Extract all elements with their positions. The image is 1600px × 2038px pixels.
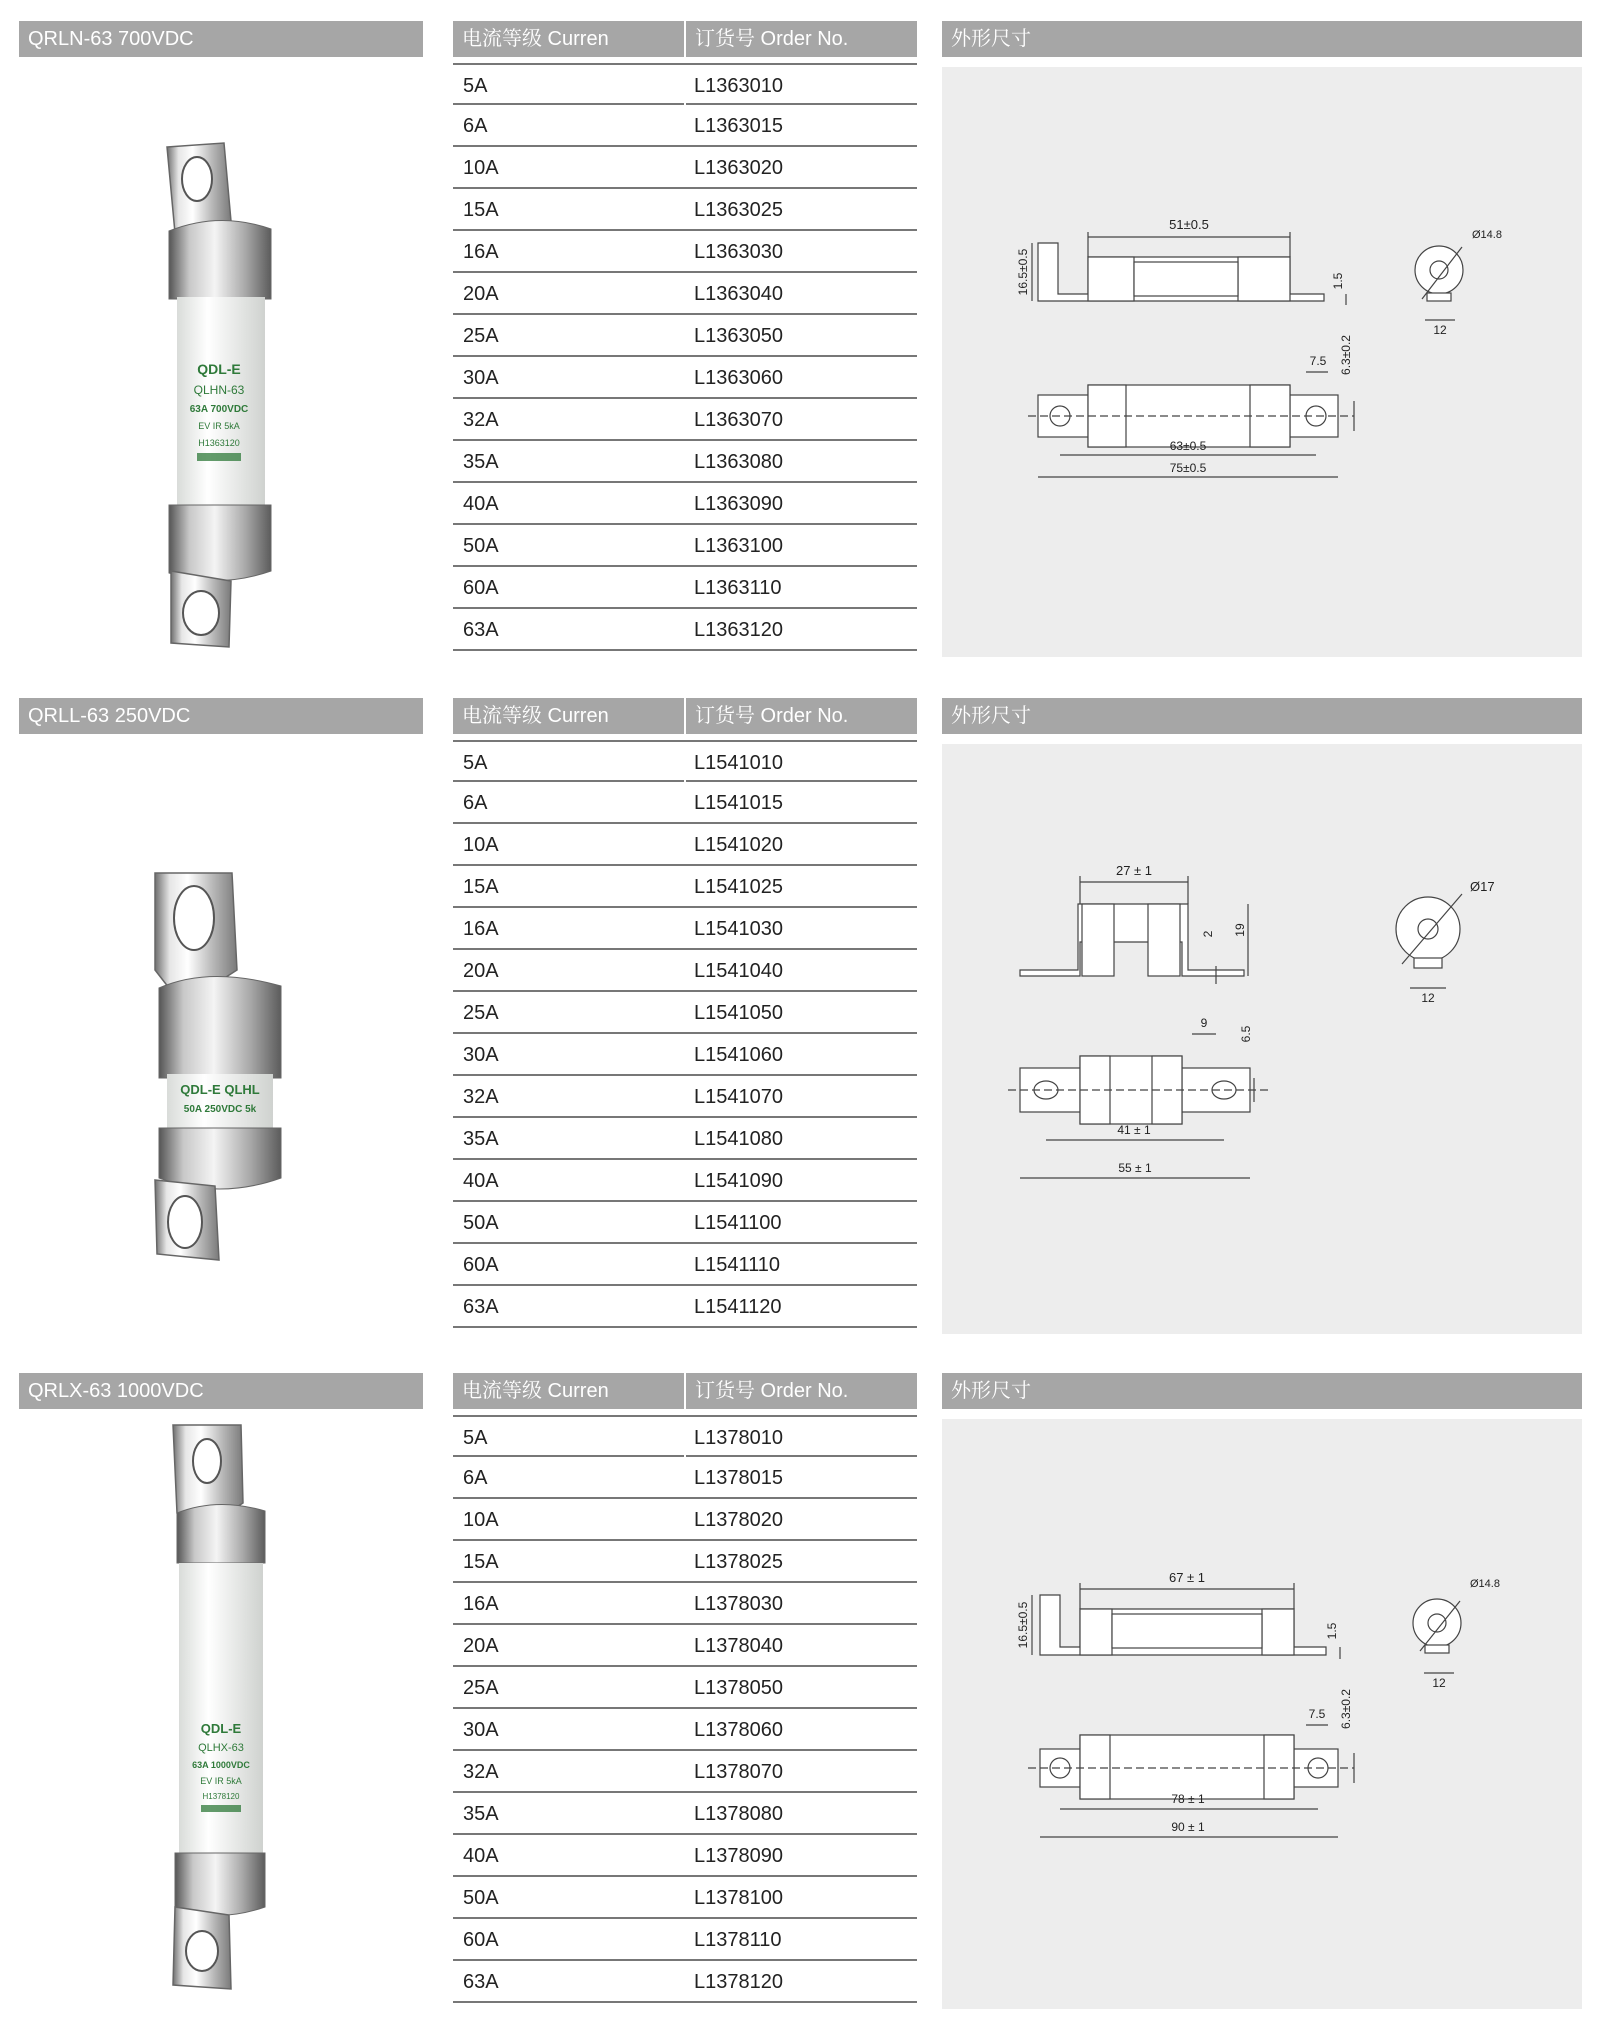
order-number-cell: L1363015 [694,115,783,137]
order-number-cell: L1363020 [694,157,783,179]
column-divider [684,1076,686,1116]
order-number-cell: L1363080 [694,451,783,473]
order-number-cell: L1541050 [694,1002,783,1024]
order-number-cell: L1378020 [694,1509,783,1531]
table-row [453,1160,917,1202]
svg-text:2: 2 [1201,930,1215,938]
svg-text:QLHN-63: QLHN-63 [193,383,245,397]
table-row [453,1961,917,2003]
table-row [453,273,917,315]
order-number-cell: L1378040 [694,1635,783,1657]
current-rating-cell: 10A [463,1509,499,1531]
svg-text:90 ± 1: 90 ± 1 [1171,1820,1205,1834]
current-rating-cell: 15A [463,1551,499,1573]
column-divider [684,1244,686,1284]
column-divider [684,399,686,439]
current-rating-cell: 40A [463,493,499,515]
table-row [453,315,917,357]
column-divider [684,65,686,105]
column-divider [684,315,686,355]
current-rating-cell: 10A [463,157,499,179]
current-rating-cell: 15A [463,876,499,898]
column-divider [684,441,686,481]
column-divider [684,1202,686,1242]
model-header: QRLL-63 250VDC [19,698,423,734]
table-row [453,1244,917,1286]
table-row [453,1541,917,1583]
column-divider [684,1709,686,1749]
table-row [453,147,917,189]
current-rating-cell: 16A [463,241,499,263]
order-table [453,740,917,1328]
current-rating-cell: 5A [463,752,488,774]
column-divider [684,1961,686,2001]
current-rating-header: 电流等级 Curren [453,698,684,734]
order-number-cell: L1541100 [694,1212,782,1234]
order-number-cell: L1378120 [694,1971,783,1993]
table-row [453,483,917,525]
dimensions-header: 外形尺寸 [942,1373,1582,1409]
table-row [453,1202,917,1244]
column-divider [684,1667,686,1707]
current-rating-cell: 16A [463,918,499,940]
svg-text:78 ± 1: 78 ± 1 [1171,1792,1205,1806]
current-rating-cell: 50A [463,1212,499,1234]
order-number-cell: L1378090 [694,1845,783,1867]
dimensions-header: 外形尺寸 [942,698,1582,734]
order-number-cell: L1363120 [694,619,783,641]
column-divider [684,357,686,397]
current-rating-cell: 63A [463,1971,499,1993]
dimension-drawing [942,744,1582,1334]
table-row [453,1034,917,1076]
order-number-cell: L1378110 [694,1929,782,1951]
svg-text:6.3±0.2: 6.3±0.2 [1339,335,1353,375]
order-number-cell: L1378060 [694,1719,783,1741]
column-divider [684,273,686,313]
order-number-cell: L1363050 [694,325,783,347]
model-header: QRLN-63 700VDC [19,21,423,57]
current-rating-cell: 5A [463,75,488,97]
dimension-drawing [942,1419,1582,2009]
column-divider [684,525,686,565]
svg-text:1.5: 1.5 [1331,272,1345,290]
current-rating-cell: 25A [463,1002,499,1024]
current-rating-cell: 6A [463,115,488,137]
svg-text:55 ± 1: 55 ± 1 [1118,1161,1152,1175]
table-row [453,567,917,609]
order-number-cell: L1378030 [694,1593,783,1615]
product-section-qrlx [0,1373,1600,2013]
table-row [453,63,917,105]
table-row [453,525,917,567]
current-rating-cell: 25A [463,325,499,347]
current-rating-header: 电流等级 Curren [453,21,684,57]
order-number-cell: L1363090 [694,493,783,515]
column-divider [684,742,686,782]
table-row [453,231,917,273]
table-row [453,105,917,147]
order-number-cell: L1378100 [694,1887,783,1909]
column-divider [684,1793,686,1833]
table-row [453,1751,917,1793]
order-number-cell: L1541110 [694,1254,781,1276]
current-rating-cell: 60A [463,1254,499,1276]
svg-text:50A 250VDC 5k: 50A 250VDC 5k [183,1104,257,1115]
column-divider [684,1118,686,1158]
table-row [453,1457,917,1499]
table-row [453,189,917,231]
order-number-cell: L1378080 [694,1803,783,1825]
current-rating-cell: 25A [463,1677,499,1699]
svg-text:12: 12 [1433,323,1447,337]
order-number-cell: L1363060 [694,367,783,389]
svg-text:EV IR 5kA: EV IR 5kA [198,421,240,431]
column-divider [684,1625,686,1665]
svg-text:Ø14.8: Ø14.8 [1470,1578,1500,1590]
current-rating-cell: 60A [463,577,499,599]
svg-text:16.5±0.5: 16.5±0.5 [1016,248,1030,296]
table-row [453,1118,917,1160]
column-divider [684,1457,686,1497]
current-rating-cell: 10A [463,834,499,856]
product-section-qrll [0,698,1600,1338]
column-divider [684,1835,686,1875]
order-number-cell: L1378025 [694,1551,783,1573]
column-divider [684,1499,686,1539]
column-divider [684,782,686,822]
current-rating-cell: 6A [463,792,488,814]
current-rating-cell: 40A [463,1170,499,1192]
order-number-cell: L1378010 [694,1427,783,1449]
table-row [453,908,917,950]
table-row [453,1499,917,1541]
order-number-cell: L1363030 [694,241,783,263]
table-row [453,1286,917,1328]
current-rating-cell: 15A [463,199,499,221]
table-row [453,950,917,992]
current-rating-cell: 35A [463,1128,499,1150]
current-rating-cell: 35A [463,1803,499,1825]
order-number-cell: L1541020 [694,834,783,856]
svg-text:Ø17: Ø17 [1470,879,1495,894]
order-number-cell: L1541040 [694,960,783,982]
column-divider [684,1160,686,1200]
column-divider [684,147,686,187]
svg-text:41 ± 1: 41 ± 1 [1117,1123,1151,1137]
order-number-cell: L1363100 [694,535,783,557]
order-number-cell: L1541120 [694,1296,782,1318]
svg-text:16.5±0.5: 16.5±0.5 [1016,1601,1030,1649]
current-rating-cell: 40A [463,1845,499,1867]
product-section-qrln [0,21,1600,661]
fuse-brand: QDL-E [200,1721,242,1736]
svg-text:51±0.5: 51±0.5 [1169,217,1209,232]
svg-text:Ø14.8: Ø14.8 [1472,229,1502,241]
column-divider [684,824,686,864]
order-number-cell: L1541090 [694,1170,783,1192]
current-rating-cell: 50A [463,1887,499,1909]
order-number-cell: L1363070 [694,409,783,431]
current-rating-header: 电流等级 Curren [453,1373,684,1409]
column-divider [684,609,686,649]
svg-text:6.3±0.2: 6.3±0.2 [1339,1689,1353,1729]
order-number-header: 订货号 Order No. [686,698,917,734]
svg-text:27 ± 1: 27 ± 1 [1115,863,1153,878]
svg-text:63±0.5: 63±0.5 [1169,439,1207,453]
current-rating-cell: 63A [463,619,499,641]
current-rating-cell: 30A [463,1719,499,1741]
table-row [453,1919,917,1961]
current-rating-cell: 30A [463,367,499,389]
column-divider [684,1751,686,1791]
table-row [453,1625,917,1667]
current-rating-cell: 35A [463,451,499,473]
table-row [453,1877,917,1919]
order-number-cell: L1363010 [694,75,783,97]
column-divider [684,1583,686,1623]
table-row [453,357,917,399]
column-divider [684,567,686,607]
column-divider [684,189,686,229]
svg-text:7.5: 7.5 [1308,1707,1326,1721]
column-divider [684,105,686,145]
current-rating-cell: 5A [463,1427,488,1449]
order-number-header: 订货号 Order No. [686,21,917,57]
current-rating-cell: 50A [463,535,499,557]
table-row [453,740,917,782]
table-row [453,1835,917,1877]
svg-text:QLHX-63: QLHX-63 [198,1742,244,1754]
table-row [453,1076,917,1118]
column-divider [684,483,686,523]
column-divider [684,1286,686,1326]
fuse-photo [19,1413,423,2033]
svg-text:H1378120: H1378120 [202,1792,240,1801]
order-table [453,1415,917,2003]
column-divider [684,1919,686,1959]
column-divider [684,1034,686,1074]
svg-text:63A 700VDC: 63A 700VDC [189,404,249,415]
order-number-cell: L1541060 [694,1044,783,1066]
order-number-header: 订货号 Order No. [686,1373,917,1409]
current-rating-cell: 6A [463,1467,488,1489]
order-number-cell: L1363025 [694,199,783,221]
table-row [453,441,917,483]
table-row [453,1667,917,1709]
order-number-cell: L1378050 [694,1677,783,1699]
order-number-cell: L1541010 [694,752,783,774]
table-row [453,1583,917,1625]
svg-text:67 ± 1: 67 ± 1 [1168,1570,1206,1585]
order-number-cell: L1363040 [694,283,783,305]
current-rating-cell: 63A [463,1296,499,1318]
order-table [453,63,917,651]
column-divider [684,231,686,271]
table-row [453,399,917,441]
order-number-cell: L1378070 [694,1761,783,1783]
svg-text:75±0.5: 75±0.5 [1169,461,1207,475]
svg-text:63A 1000VDC: 63A 1000VDC [192,1760,250,1770]
svg-text:6.5: 6.5 [1239,1025,1253,1043]
order-number-cell: L1541030 [694,918,783,940]
table-row [453,782,917,824]
svg-text:7.5: 7.5 [1309,354,1327,368]
current-rating-cell: 20A [463,1635,499,1657]
order-number-cell: L1541080 [694,1128,783,1150]
svg-text:12: 12 [1421,991,1435,1005]
dimensions-header: 外形尺寸 [942,21,1582,57]
order-number-cell: L1541070 [694,1086,783,1108]
current-rating-cell: 20A [463,283,499,305]
svg-text:12: 12 [1432,1676,1446,1690]
table-row [453,1709,917,1751]
model-header: QRLX-63 1000VDC [19,1373,423,1409]
column-divider [684,992,686,1032]
current-rating-cell: 32A [463,1761,499,1783]
current-rating-cell: 32A [463,1086,499,1108]
table-row [453,866,917,908]
svg-text:1.5: 1.5 [1325,1622,1339,1640]
order-number-cell: L1541025 [694,876,783,898]
current-rating-cell: 32A [463,409,499,431]
fuse-brand: QDL-E QLHL [180,1082,260,1097]
dimension-drawing [942,67,1582,657]
table-row [453,609,917,651]
table-row [453,1793,917,1835]
column-divider [684,866,686,906]
current-rating-cell: 20A [463,960,499,982]
fuse-photo [19,738,423,1358]
svg-text:9: 9 [1200,1016,1208,1030]
svg-text:H1363120: H1363120 [198,438,240,448]
order-number-cell: L1541015 [694,792,783,814]
table-row [453,824,917,866]
order-number-cell: L1378015 [694,1467,783,1489]
table-row [453,992,917,1034]
fuse-photo [19,61,423,681]
column-divider [684,950,686,990]
current-rating-cell: 16A [463,1593,499,1615]
svg-text:EV IR 5kA: EV IR 5kA [200,1776,242,1786]
column-divider [684,1541,686,1581]
column-divider [684,1417,686,1457]
column-divider [684,1877,686,1917]
current-rating-cell: 30A [463,1044,499,1066]
current-rating-cell: 60A [463,1929,499,1951]
svg-text:19: 19 [1233,923,1247,937]
column-divider [684,908,686,948]
fuse-brand: QDL-E [197,361,241,377]
table-row [453,1415,917,1457]
order-number-cell: L1363110 [694,577,782,599]
